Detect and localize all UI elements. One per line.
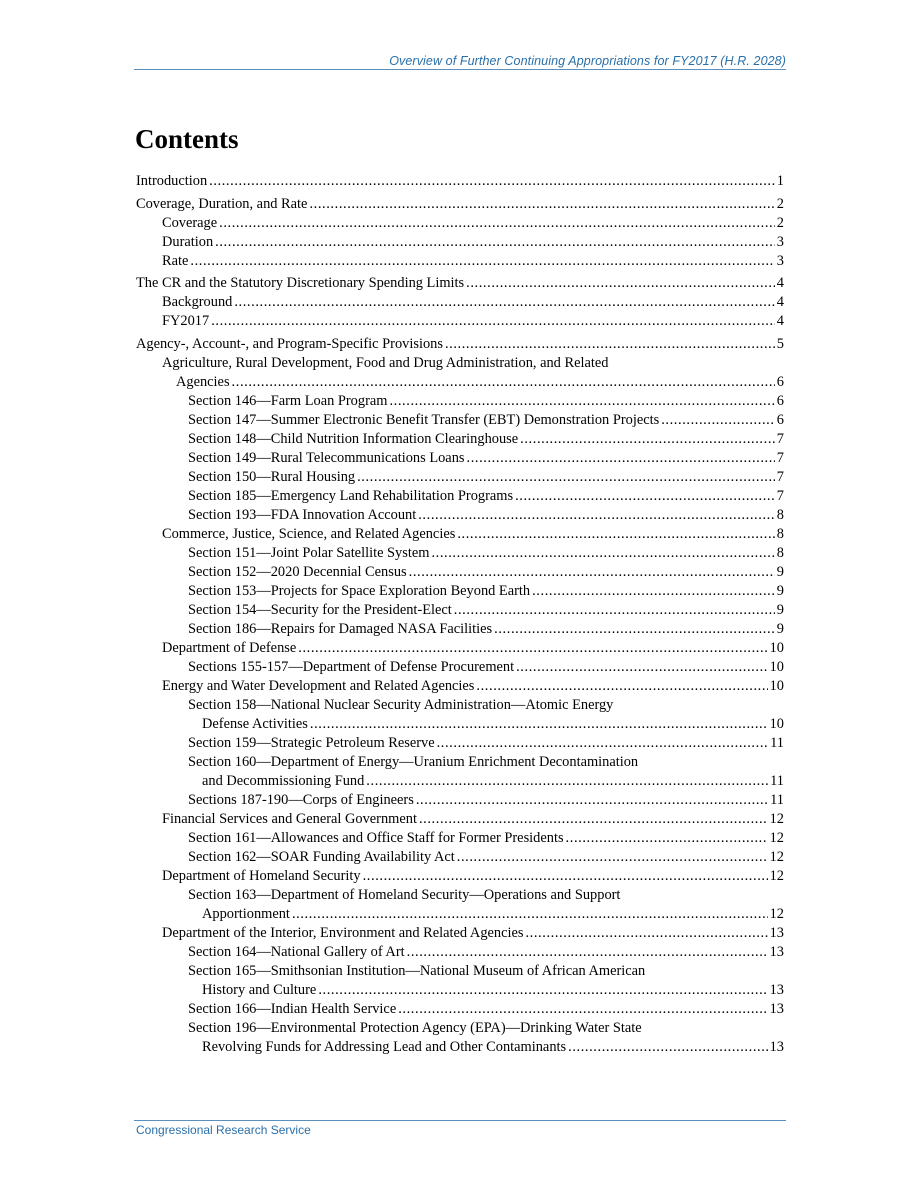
toc-entry-label[interactable]: Section 163—Department of Homeland Security—Operations and Support bbox=[188, 886, 621, 903]
dot-leader bbox=[298, 639, 767, 658]
toc-entry-label: Section 164—National Gallery of Art bbox=[188, 943, 405, 960]
toc-entry[interactable] bbox=[136, 312, 784, 331]
table-of-contents bbox=[136, 172, 784, 1057]
toc-entry-page: 13 bbox=[769, 943, 784, 960]
toc-entry-label[interactable]: Section 196—Environmental Protection Agency (EPA)—Drinking Water State bbox=[188, 1019, 642, 1036]
toc-entry-page: 10 bbox=[769, 639, 784, 656]
dot-leader bbox=[292, 905, 768, 924]
toc-entry-label: Section 148—Child Nutrition Information Clearinghouse bbox=[188, 430, 519, 447]
toc-entry-label: Department of Defense bbox=[162, 639, 297, 656]
toc-entry[interactable] bbox=[136, 214, 784, 233]
toc-entry-page: 6 bbox=[776, 392, 784, 409]
toc-entry-page: 10 bbox=[769, 677, 784, 694]
toc-entry[interactable] bbox=[136, 924, 784, 943]
toc-entry-page: 12 bbox=[769, 829, 784, 846]
toc-entry-label: Section 146—Farm Loan Program bbox=[188, 392, 388, 409]
dot-leader bbox=[454, 601, 775, 620]
toc-entry-label: Section 185—Emergency Land Rehabilitation Programs bbox=[188, 487, 514, 504]
toc-entry-label-continued: Apportionment bbox=[202, 905, 290, 922]
toc-entry-page: 9 bbox=[776, 601, 784, 618]
toc-entry-page: 2 bbox=[776, 195, 784, 212]
toc-entry[interactable] bbox=[136, 620, 784, 639]
toc-entry-page: 7 bbox=[776, 430, 784, 447]
dot-leader bbox=[219, 214, 775, 233]
toc-entry-page: 8 bbox=[776, 544, 784, 561]
dot-leader bbox=[661, 411, 775, 430]
dot-leader bbox=[532, 582, 775, 601]
toc-entry-page: 4 bbox=[776, 275, 784, 291]
toc-entry-label: Sections 155-157—Department of Defense Procurement bbox=[188, 658, 515, 675]
toc-entry[interactable] bbox=[136, 981, 784, 1000]
toc-entry-page: 5 bbox=[776, 335, 784, 352]
dot-leader bbox=[437, 734, 769, 753]
dot-leader bbox=[418, 506, 775, 525]
dot-leader bbox=[211, 312, 775, 331]
dot-leader bbox=[318, 981, 767, 1000]
toc-entry-label: Department of Homeland Security bbox=[162, 867, 361, 884]
toc-entry[interactable] bbox=[136, 430, 784, 449]
toc-entry[interactable] bbox=[136, 715, 784, 734]
toc-entry-page: 8 bbox=[776, 506, 784, 523]
toc-entry-page: 12 bbox=[769, 810, 784, 827]
toc-entry-page: 11 bbox=[770, 772, 784, 789]
toc-entry[interactable] bbox=[136, 772, 784, 791]
dot-leader bbox=[516, 658, 768, 677]
toc-entry-page: 10 bbox=[769, 658, 784, 675]
toc-entry-label: Section 151—Joint Polar Satellite System bbox=[188, 544, 430, 561]
dot-leader bbox=[407, 943, 768, 962]
dot-leader bbox=[366, 772, 768, 791]
toc-entry-page: 6 bbox=[776, 411, 784, 428]
dot-leader bbox=[445, 335, 775, 354]
toc-entry[interactable] bbox=[136, 252, 784, 271]
toc-entry[interactable] bbox=[136, 373, 784, 392]
toc-entry-label: Section 186—Repairs for Damaged NASA Facilities bbox=[188, 620, 493, 637]
dot-leader bbox=[190, 252, 774, 271]
toc-entry-page: 8 bbox=[776, 525, 784, 542]
toc-entry-label: Section 153—Projects for Space Exploration Beyond Earth bbox=[188, 582, 531, 599]
toc-entry[interactable] bbox=[136, 411, 784, 430]
footer-rule bbox=[134, 1120, 786, 1121]
toc-entry-page: 3 bbox=[776, 233, 784, 250]
toc-entry-label: Section 162—SOAR Funding Availability Act bbox=[188, 848, 455, 865]
toc-entry-label-continued: Revolving Funds for Addressing Lead and Other Contaminants bbox=[202, 1038, 567, 1055]
dot-leader bbox=[398, 1000, 767, 1019]
toc-entry-page: 10 bbox=[769, 715, 784, 732]
toc-entry[interactable] bbox=[136, 829, 784, 848]
toc-entry[interactable] bbox=[136, 293, 784, 312]
toc-entry[interactable] bbox=[136, 677, 784, 696]
toc-entry-page: 9 bbox=[776, 620, 784, 637]
dot-leader bbox=[357, 468, 775, 487]
toc-entry-label-continued: Agencies bbox=[176, 373, 230, 390]
dot-leader bbox=[525, 924, 767, 943]
toc-entry[interactable] bbox=[136, 487, 784, 506]
toc-entry-page: 11 bbox=[770, 791, 784, 808]
dot-leader bbox=[309, 195, 774, 214]
toc-entry-page: 2 bbox=[776, 214, 784, 231]
toc-entry[interactable] bbox=[136, 525, 784, 544]
toc-entry-label: Section 149—Rural Telecommunications Loans bbox=[188, 449, 465, 466]
dot-leader bbox=[466, 274, 775, 293]
toc-entry[interactable] bbox=[136, 943, 784, 962]
dot-leader bbox=[215, 233, 775, 252]
dot-leader bbox=[568, 1038, 767, 1057]
toc-entry-label: Background bbox=[162, 294, 233, 310]
toc-entry-page: 4 bbox=[776, 313, 784, 329]
toc-entry[interactable] bbox=[136, 468, 784, 487]
toc-entry-label: The CR and the Statutory Discretionary Spending Limits bbox=[136, 275, 465, 291]
toc-entry-page: 4 bbox=[776, 294, 784, 310]
toc-entry[interactable] bbox=[136, 791, 784, 810]
toc-entry[interactable] bbox=[136, 658, 784, 677]
dot-leader bbox=[419, 810, 768, 829]
toc-entry-label: Commerce, Justice, Science, and Related Agencies bbox=[162, 525, 456, 542]
toc-entry[interactable] bbox=[136, 1038, 784, 1057]
toc-entry[interactable] bbox=[136, 544, 784, 563]
dot-leader bbox=[389, 392, 774, 411]
header-rule bbox=[134, 69, 786, 70]
footer-organization: Congressional Research Service bbox=[136, 1123, 311, 1137]
toc-entry-label: Rate bbox=[162, 252, 189, 269]
toc-entry-page: 12 bbox=[769, 848, 784, 865]
toc-entry-label: Section 152—2020 Decennial Census bbox=[188, 563, 407, 580]
toc-entry-page: 12 bbox=[769, 905, 784, 922]
toc-entry-label[interactable]: Section 160—Department of Energy—Uranium Enrichment Decontamination bbox=[188, 753, 639, 770]
toc-entry-page: 13 bbox=[769, 1038, 784, 1055]
toc-entry-page: 7 bbox=[776, 468, 784, 485]
toc-entry[interactable] bbox=[136, 335, 784, 354]
toc-entry[interactable] bbox=[136, 848, 784, 867]
toc-entry-page: 6 bbox=[776, 373, 784, 390]
dot-leader bbox=[520, 430, 775, 449]
toc-entry[interactable] bbox=[136, 172, 784, 191]
toc-entry-label: Section 147—Summer Electronic Benefit Transfer (EBT) Demonstration Projects bbox=[188, 411, 660, 428]
toc-entry-page: 7 bbox=[776, 449, 784, 466]
toc-entry[interactable] bbox=[136, 810, 784, 829]
toc-entry[interactable] bbox=[136, 582, 784, 601]
toc-entry-label: Coverage bbox=[162, 214, 218, 231]
dot-leader bbox=[431, 544, 774, 563]
toc-entry[interactable] bbox=[136, 601, 784, 620]
toc-entry-page: 1 bbox=[776, 173, 784, 189]
toc-entry-label-continued: Defense Activities bbox=[202, 715, 308, 732]
dot-leader bbox=[209, 172, 775, 191]
toc-entry-label: Energy and Water Development and Related Agencies bbox=[162, 677, 475, 694]
dot-leader bbox=[310, 715, 768, 734]
toc-entry-label: Agency-, Account-, and Program-Specific Provisions bbox=[136, 335, 443, 352]
toc-entry[interactable] bbox=[136, 506, 784, 525]
dot-leader bbox=[234, 293, 774, 312]
toc-entry-page: 3 bbox=[776, 252, 784, 269]
toc-entry-label[interactable]: Section 165—Smithsonian Institution—National Museum of African American bbox=[188, 962, 646, 979]
toc-entry-page: 9 bbox=[776, 563, 784, 580]
dot-leader bbox=[476, 677, 767, 696]
toc-entry-label: Section 154—Security for the President-Elect bbox=[188, 601, 452, 618]
dot-leader bbox=[515, 487, 775, 506]
toc-entry[interactable] bbox=[136, 905, 784, 924]
toc-entry[interactable] bbox=[136, 563, 784, 582]
toc-entry[interactable] bbox=[136, 867, 784, 886]
toc-entry-label: Sections 187-190—Corps of Engineers bbox=[188, 791, 414, 808]
toc-entry-label: FY2017 bbox=[162, 313, 210, 329]
toc-entry-label[interactable]: Agriculture, Rural Development, Food and Drug Administration, and Related bbox=[162, 354, 609, 371]
dot-leader bbox=[232, 373, 775, 392]
toc-entry[interactable] bbox=[136, 195, 784, 214]
toc-entry-label: Financial Services and General Government bbox=[162, 810, 417, 827]
toc-entry[interactable] bbox=[136, 392, 784, 411]
toc-entry[interactable] bbox=[136, 274, 784, 293]
toc-entry-label: Section 161—Allowances and Office Staff for Former Presidents bbox=[188, 829, 564, 846]
toc-entry-page: 13 bbox=[769, 1000, 784, 1017]
toc-entry-label: Section 159—Strategic Petroleum Reserve bbox=[188, 734, 435, 751]
dot-leader bbox=[494, 620, 775, 639]
toc-entry-label: Section 166—Indian Health Service bbox=[188, 1000, 397, 1017]
toc-entry-page: 9 bbox=[776, 582, 784, 599]
dot-leader bbox=[457, 525, 774, 544]
toc-entry-label: Department of the Interior, Environment and Related Agencies bbox=[162, 924, 524, 941]
toc-entry-label: Section 150—Rural Housing bbox=[188, 468, 356, 485]
toc-entry-page: 7 bbox=[776, 487, 784, 504]
toc-entry-label-continued: and Decommissioning Fund bbox=[202, 772, 365, 789]
dot-leader bbox=[457, 848, 768, 867]
toc-entry-label: Duration bbox=[162, 233, 214, 250]
toc-entry[interactable] bbox=[136, 233, 784, 252]
toc-entry[interactable] bbox=[136, 1000, 784, 1019]
dot-leader bbox=[566, 829, 768, 848]
running-header: Overview of Further Continuing Appropriations for FY2017 (H.R. 2028) bbox=[389, 54, 786, 68]
toc-entry-page: 13 bbox=[769, 981, 784, 998]
toc-entry-label-continued: History and Culture bbox=[202, 981, 317, 998]
toc-entry-page: 13 bbox=[769, 924, 784, 941]
toc-entry[interactable] bbox=[136, 734, 784, 753]
toc-entry[interactable] bbox=[136, 449, 784, 468]
toc-entry-label: Introduction bbox=[136, 173, 208, 189]
toc-entry-label: Section 193—FDA Innovation Account bbox=[188, 506, 417, 523]
toc-entry[interactable] bbox=[136, 639, 784, 658]
page-title: Contents bbox=[135, 124, 239, 154]
toc-entry-page: 12 bbox=[769, 867, 784, 884]
dot-leader bbox=[363, 867, 768, 886]
dot-leader bbox=[409, 563, 775, 582]
toc-entry-page: 11 bbox=[770, 734, 784, 751]
dot-leader bbox=[467, 449, 775, 468]
toc-entry-label: Coverage, Duration, and Rate bbox=[136, 195, 308, 212]
dot-leader bbox=[416, 791, 768, 810]
toc-entry-label[interactable]: Section 158—National Nuclear Security Administration—Atomic Energy bbox=[188, 696, 614, 713]
